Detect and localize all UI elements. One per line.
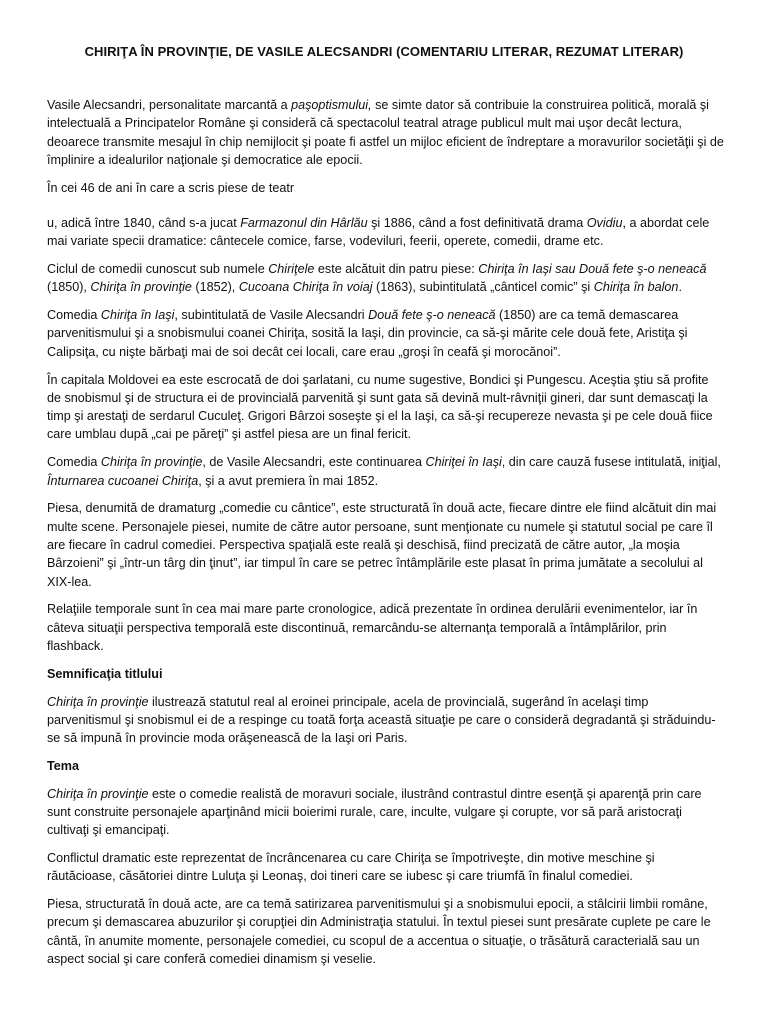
text-run: Comedia <box>47 455 101 470</box>
paragraph-capital: În capitala Moldovei ea este escrocată de doi şarlatani, cu nume sugestive, Bondici şi Pungescu. Aceştia ştiu să profite de snobismul şi de structura ei de provincială parvenită şi sunt gata să devină mult-râvniţii gineri, dar sunt demascaţi la timp şi arestaţi de serdarul Cuculeţ. Grigori Bârzoi soseşte şi el la Iaşi, ca să-şi recupereze nevasta şi pe cele două fiice care umblau după „cai pe păreţi” şi astfel piesa are un final fericit. <box>47 372 713 442</box>
paragraph-continuation <box>47 453 725 490</box>
text-run: , a abordat cele mai variate specii dramatice: cântecele comice, farse, vodeviluri, feerii, operete, comedii, drame etc. <box>47 215 710 249</box>
text-run: (1852), <box>191 280 239 295</box>
text-run: , de Vasile Alecsandri, este continuarea <box>202 455 426 470</box>
italic-run: Înturnarea cucoanei Chiriţa <box>47 473 199 488</box>
text-run: este o comedie realistă de moravuri sociale, ilustrând contrastul dintre esenţă şi aparenţă prin care sunt construite personajele aparţinând micii boierimi rurale, care, inculte, vulgare şi corupte, vor să pară aristocraţi cultivaţi şi emancipaţi. <box>47 786 702 838</box>
text-run: se simte dator să contribuie la construirea politică, morală şi intelectuală a Principatelor Române şi consideră că spectacolul teatral atrage publicul mult mai uşor decât lectura, deoarece transmite mesajul în chip nemijlocit şi poate fi astfel un mijloc eficient de îndreptare a moravurilor societăţii şi de împlinire a idealurilor naţionale şi democratice ale epocii. <box>47 98 724 167</box>
italic-run: Farmazonul din Hârlău <box>240 215 368 230</box>
section-heading-theme: Tema <box>47 758 79 773</box>
italic-run: paşoptismului, <box>291 98 372 112</box>
text-run: este alcătuit din patru piese: <box>314 262 479 277</box>
paragraph-theme <box>47 785 725 840</box>
paragraph-temporal: Relaţiile temporale sunt în cea mai mare parte cronologice, adică prezentate în ordinea derulării evenimentelor, iar în câteva situaţii perspectiva temporală este discontinuă, remarcându-se alternanţa temporală a întâmplărilor, prin flashback. <box>47 602 698 653</box>
text-run: şi 1886, când a fost definitivată drama <box>367 215 587 230</box>
text-run: u, adică între 1840, când s-a jucat <box>47 215 241 230</box>
section-heading-title-meaning: Semnificaţia titlului <box>47 666 163 681</box>
paragraph-structure: Piesa, denumită de dramaturg „comedie cu cântice”, este structurată în două acte, fiecare dintre ele fiind alcătuit din mai multe scene. Personajele piesei, numite de către autor persoane, sunt menţionate cu numele şi statutul social pe care îl are fiecare în cadrul comediei. Perspectiva spaţială este reală şi deschisă, fiind precizată de către autor, „la moşia Bârzoieni” şi „într-un târg din ţinut”, iar timpul în care se petrec întâmplările este plasat în prima jumătate a secolului al XIX-lea. <box>47 501 717 589</box>
text-run: Comedia <box>47 308 101 323</box>
text-run: Ciclul de comedii cunoscut sub numele <box>47 262 269 277</box>
paragraph-title-meaning <box>47 693 725 748</box>
text-run: ilustrează statutul real al eroinei principale, acela de provincială, sugerând în acelaşi timp parvenitismul şi snobismul ei de a respinge cu toată forţa această situaţie pe care o consideră degradantă şi străduindu-se să impună în provincie moda orăşenească de la Iaşi ori Paris. <box>47 694 716 746</box>
italic-run: Ovidiu <box>586 215 623 230</box>
paragraph-years: În cei 46 de ani în care a scris piese de teatr <box>47 180 295 195</box>
text-run: , din care cauză fusese intitulată, iniţial, <box>501 455 721 470</box>
paragraph-satire: Piesa, structurată în două acte, are ca temă satirizarea parvenitismului şi a snobismului epocii, a stâlcirii limbii române, precum şi demascarea abuzurilor şi corupţiei din Administraţia statului. În textul piesei sunt presărate cuplete pe care le cântă, în anumite momente, personajele comediei, cu scopul de a accentua o situaţie, o trăsătură caracterială sau un aspect social şi care conferă comediei dinamism şi veselie. <box>47 897 711 967</box>
document-title: CHIRIŢA ÎN PROVINŢIE, DE VASILE ALECSANDRI (COMENTARIU LITERAR, REZUMAT LITERAR) <box>84 44 684 59</box>
paragraph-cycle <box>47 260 725 297</box>
text-run: . <box>678 280 682 295</box>
paragraph-species <box>47 214 725 251</box>
italic-run: Chiriţei în Iaşi <box>425 455 502 470</box>
text-run: (1850) are ca temă demascarea parvenitismului şi a snobismului coanei Chiriţa, sosită la Iaşi, din provincie, ca să-şi mărite cele două fete, Aristiţa şi Calipsiţa, cu nişte bărbaţi mai de soi decât cei locali, care erau „groşi în ceafă şi morocănoi”. <box>47 308 688 359</box>
italic-run: Chiriţa în balon <box>593 280 679 295</box>
italic-run: Cucoana Chiriţa în voiaj <box>238 280 373 295</box>
text-run: (1863), subintitulată „cânticel comic” şi <box>372 280 594 295</box>
text-run: , şi a avut premiera în mai 1852. <box>198 473 379 488</box>
text-run: , subintitulată de Vasile Alecsandri <box>174 308 369 323</box>
italic-run: Chiriţa în provinţie <box>90 280 192 295</box>
paragraph-conflict: Conflictul dramatic este reprezentat de încrâncenarea cu care Chiriţa se împotriveşte, din motive meschine şi răutăcioase, căsătoriei dintre Luluţa şi Leonaş, doi tineri care se iubesc şi care triumfă în finalul comediei. <box>47 851 655 884</box>
italic-run: Chiriţa în provinţie <box>47 694 149 709</box>
italic-run: Chiriţele <box>268 262 315 277</box>
italic-run: Chiriţa în Iaşi sau Două fete ş-o neneacă <box>478 262 707 277</box>
paragraph-intro <box>47 96 725 169</box>
paragraph-chirita-iasi <box>47 306 725 361</box>
italic-run: Chiriţa în provinţie <box>47 786 149 801</box>
text-run: Vasile Alecsandri, personalitate marcantă a <box>47 98 292 112</box>
italic-run: Chiriţa în Iaşi <box>100 308 175 323</box>
italic-run: Chiriţa în provinţie <box>100 455 203 470</box>
document-body <box>47 96 725 978</box>
text-run: (1850), <box>47 280 91 295</box>
italic-run: Două fete ş-o neneacă <box>368 308 496 323</box>
